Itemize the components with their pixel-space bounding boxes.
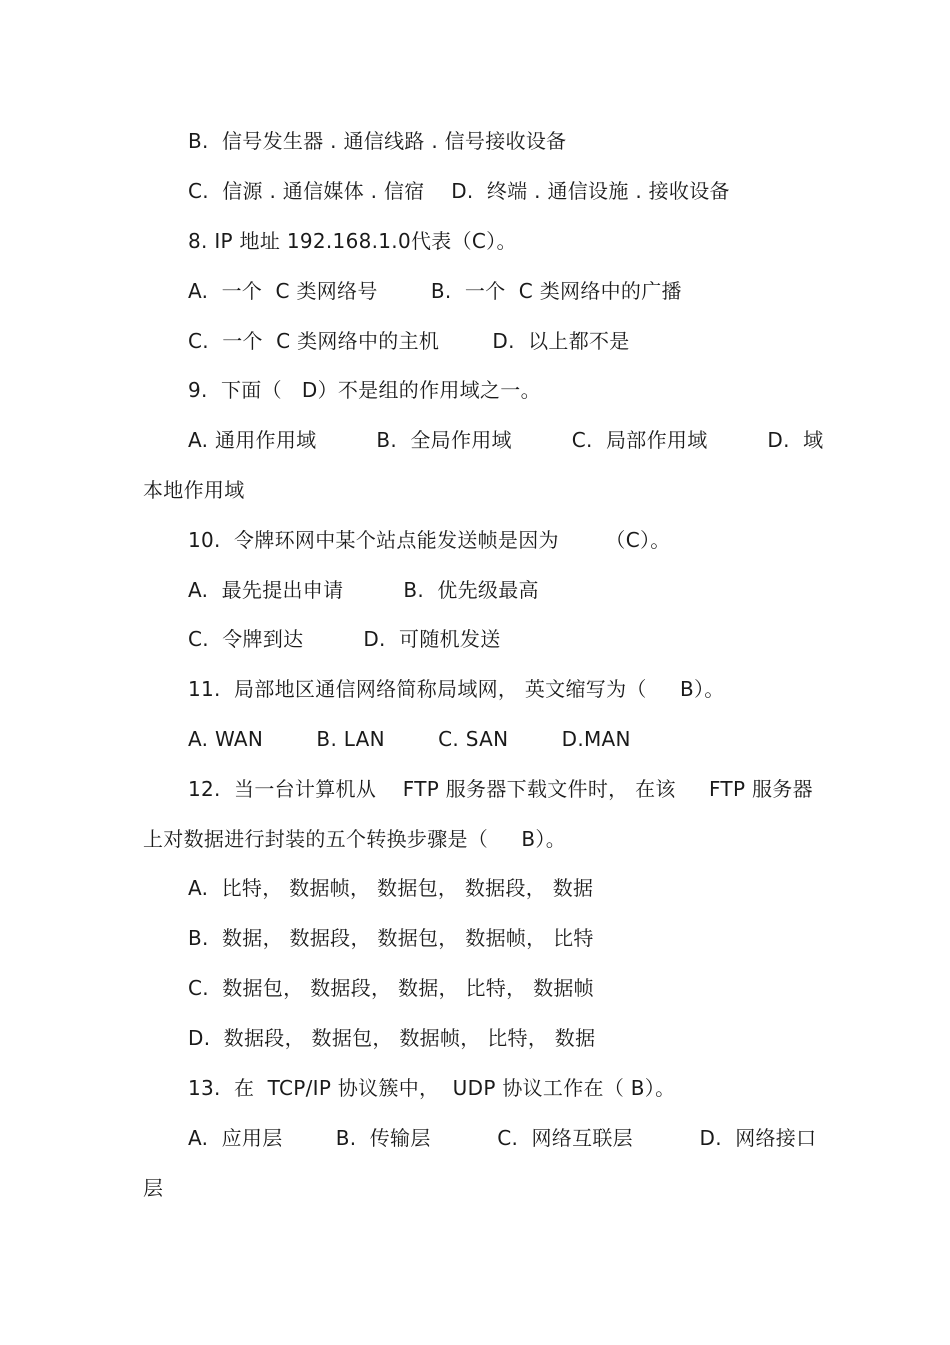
q9-options: A. 通用作用域 B. 全局作用域 C. 局部作用域 D. 域	[188, 428, 824, 452]
q12-question-continued: 上对数据进行封装的五个转换步骤是（ B）。	[143, 827, 567, 851]
q8-question: 8. IP 地址 192.168.1.0代表（C）。	[188, 229, 517, 253]
q12-question: 12. 当一台计算机从 FTP 服务器下载文件时， 在该 FTP 服务器	[188, 777, 813, 801]
q8-options-c-d: C. 一个 C 类网络中的主机 D. 以上都不是	[188, 329, 630, 353]
q11-options: A. WAN B. LAN C. SAN D.MAN	[188, 727, 631, 751]
q12-option-a: A. 比特， 数据帧， 数据包， 数据段， 数据	[188, 876, 594, 900]
q12-option-c: C. 数据包， 数据段， 数据， 比特， 数据帧	[188, 976, 594, 1000]
q13-options: A. 应用层 B. 传输层 C. 网络互联层 D. 网络接口	[188, 1126, 817, 1150]
q9-question: 9. 下面（ D）不是组的作用域之一。	[188, 378, 541, 402]
q11-question: 11. 局部地区通信网络简称局域网， 英文缩写为（ B）。	[188, 677, 725, 701]
q8-options-a-b: A. 一个 C 类网络号 B. 一个 C 类网络中的广播	[188, 279, 682, 303]
q13-question: 13. 在 TCP/IP 协议簇中， UDP 协议工作在（ B）。	[188, 1076, 676, 1100]
q7-option-b: B. 信号发生器 . 通信线路 . 信号接收设备	[188, 129, 567, 153]
q13-options-continued: 层	[143, 1176, 164, 1200]
q10-options-a-b: A. 最先提出申请 B. 优先级最高	[188, 578, 539, 602]
q10-options-c-d: C. 令牌到达 D. 可随机发送	[188, 627, 501, 651]
q12-option-d: D. 数据段， 数据包， 数据帧， 比特， 数据	[188, 1026, 596, 1050]
q10-question: 10. 令牌环网中某个站点能发送帧是因为 （C）。	[188, 528, 671, 552]
q7-options-c-d: C. 信源 . 通信媒体 . 信宿 D. 终端 . 通信设施 . 接收设备	[188, 179, 730, 203]
q9-options-continued: 本地作用域	[143, 478, 245, 502]
q12-option-b: B. 数据， 数据段， 数据包， 数据帧， 比特	[188, 926, 594, 950]
